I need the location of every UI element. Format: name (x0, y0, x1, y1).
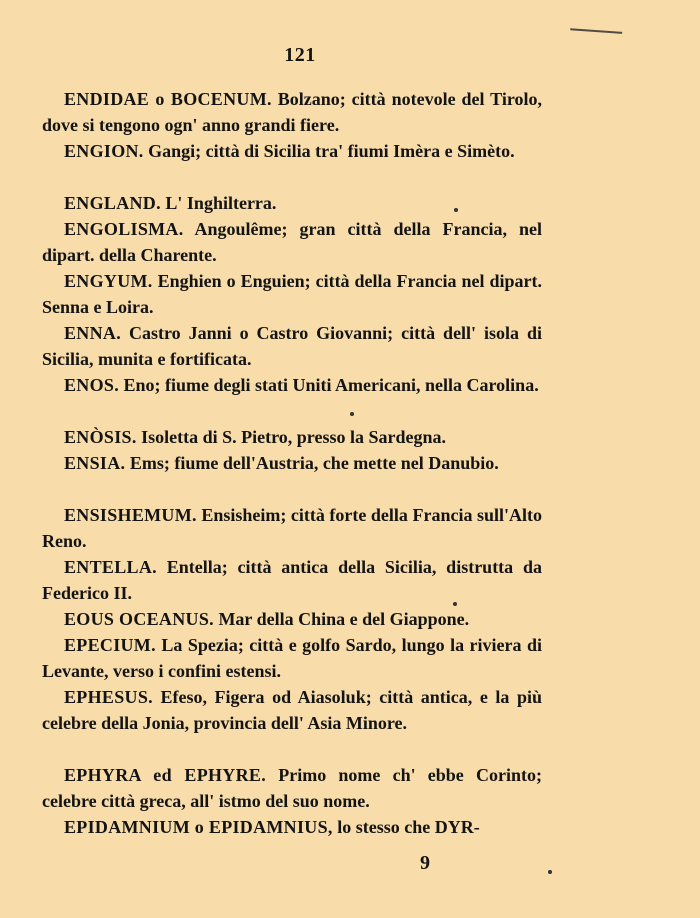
entry-definition: Ensisheim; città forte della Francia sull'Alto Reno. (42, 505, 542, 551)
ink-speck (454, 208, 458, 212)
entry-definition: Ems; fiume dell'Austria, che mette nel Danubio. (125, 453, 499, 473)
entry-headword: EPIDAMNIUM o EPIDAMNIUS, (64, 817, 333, 837)
entry-headword: EOUS OCEANUS. (64, 609, 214, 629)
entry (42, 320, 542, 372)
entry-definition: Isoletta di S. Pietro, presso la Sardegna. (136, 427, 446, 447)
entry-headword: ENOS. (64, 375, 120, 395)
entry-headword: EPHESUS. (64, 687, 153, 707)
entry-headword: ENTELLA. (64, 557, 157, 577)
entry-definition: Enghien o Enguien; città della Francia nel dipart. Senna e Loira. (42, 271, 542, 317)
ink-speck (453, 602, 457, 606)
entry (42, 762, 542, 814)
entry-definition: Mar della China e del Giappone. (213, 609, 470, 629)
entry-definition: lo stesso che DYR- (332, 817, 480, 837)
entry-definition: Gangi; città di Sicilia tra' fiumi Imèra e Simèto. (143, 141, 515, 161)
entry (42, 684, 542, 762)
entry (42, 372, 542, 424)
entry (42, 190, 542, 216)
entry-headword: ENGOLISMA. (64, 219, 184, 239)
entry (42, 502, 542, 554)
entry-definition: L' Inghilterra. (160, 193, 277, 213)
entry-definition: Castro Janni o Castro Giovanni; città dell' isola di Sicilia, munita e fortificata. (42, 323, 542, 369)
entry (42, 138, 542, 190)
entry (42, 86, 542, 138)
entry (42, 632, 542, 684)
entry-definition: Bolzano; città notevole del Tirolo, dove si tengono ogn' anno grandi fiere. (42, 89, 542, 135)
entry-headword: ENDIDAE o BOCENUM. (64, 89, 272, 109)
ink-speck (350, 412, 354, 416)
entry (42, 216, 542, 268)
entry (42, 268, 542, 320)
entry-definition: Angoulême; gran città della Francia, nel dipart. della Charente. (42, 219, 542, 265)
entry-headword: ENSISHEMUM. (64, 505, 197, 525)
entry (42, 814, 542, 840)
entry-headword: ENGLAND. (64, 193, 161, 213)
entry (42, 606, 542, 632)
entry-definition: Efeso, Figera od Aiasoluk; città antica, e la più celebre della Jonia, provincia dell' Asia Minore. (42, 687, 542, 733)
signature-mark: 9 (420, 852, 430, 874)
entry-definition: Entella; città antica della Sicilia, distrutta da Federico II. (42, 557, 542, 603)
entry-headword: ENGYUM. (64, 271, 153, 291)
entry-headword: EPHYRA ed EPHYRE. (64, 765, 267, 785)
corner-mark (570, 28, 622, 40)
entry (42, 450, 542, 502)
ink-speck (548, 870, 552, 874)
entry-definition: Eno; fiume degli stati Uniti Americani, nella Carolina. (119, 375, 539, 395)
entry-headword: ENGION. (64, 141, 144, 161)
entry-headword: ENÒSIS. (64, 427, 137, 447)
entry-definition: Primo nome ch' ebbe Corinto; celebre città greca, all' istmo del suo nome. (42, 765, 542, 811)
entry-headword: EPECIUM. (64, 635, 156, 655)
entry (42, 554, 542, 606)
entry-headword: ENNA. (64, 323, 122, 343)
entry-definition: La Spezia; città e golfo Sardo, lungo la riviera di Levante, verso i confini estensi. (42, 635, 542, 681)
page-number: 121 (284, 44, 316, 66)
dictionary-entries (42, 86, 542, 840)
entry (42, 424, 542, 450)
entry-headword: ENSIA. (64, 453, 126, 473)
